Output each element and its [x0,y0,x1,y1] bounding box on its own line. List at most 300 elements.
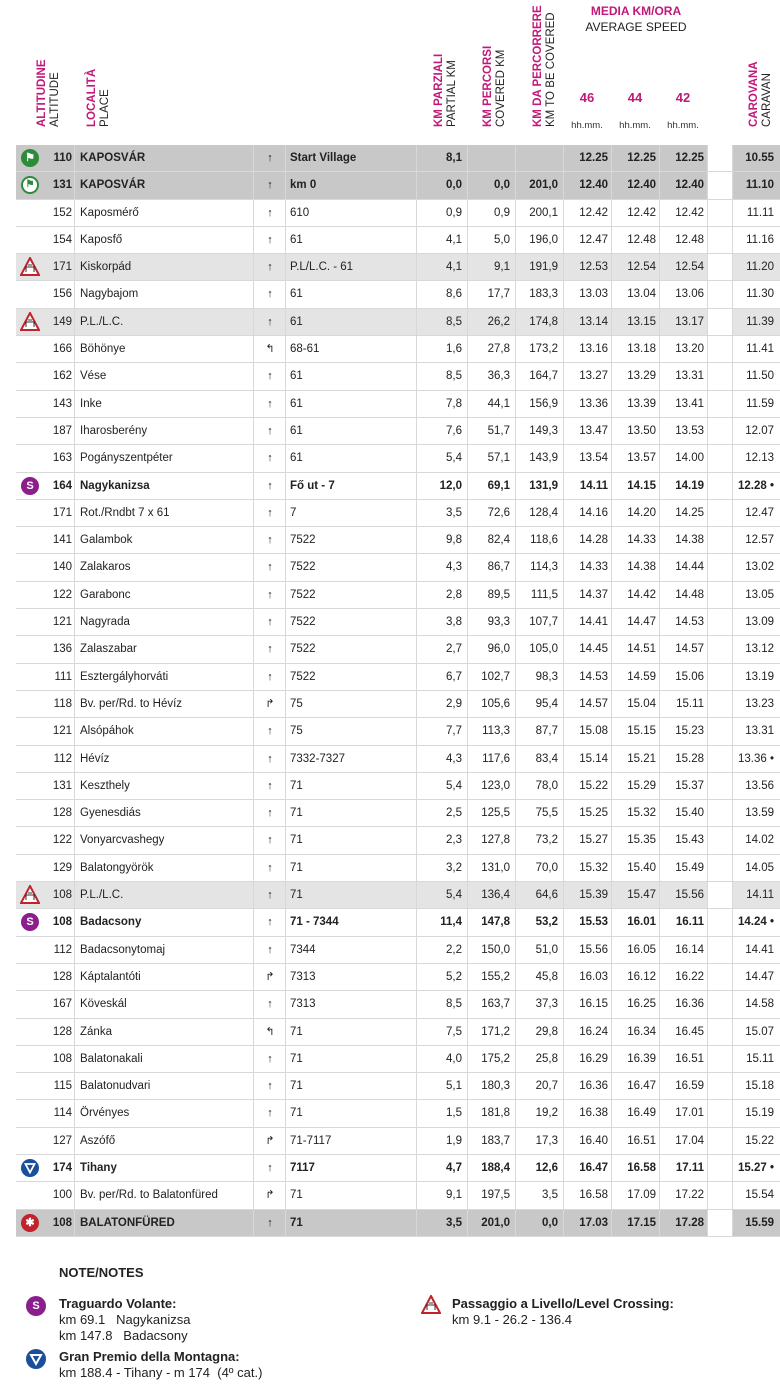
cell-dir: ↑ [267,643,273,656]
cell-t44: 16.01 [627,916,656,929]
column-divider [707,363,708,389]
column-divider [707,882,708,908]
cell-covered: 197,5 [481,1189,510,1202]
column-divider [285,281,286,307]
finish-icon: ✱ [20,1213,40,1233]
cell-road: 71-7117 [290,1134,332,1147]
cell-tobe: 0,0 [542,1216,558,1229]
cell-t46: 16.47 [579,1161,608,1174]
column-divider [707,1182,708,1208]
cell-car: 11.41 [746,343,774,356]
cell-covered: 82,4 [487,534,510,547]
column-divider [707,718,708,744]
cell-t46: 12.53 [579,261,608,274]
partial-km-header [431,0,461,127]
cell-t44: 15.29 [627,779,656,792]
column-divider [707,937,708,963]
cell-road: 610 [290,206,310,219]
covered-km-header [480,0,510,127]
cell-road: 71 [290,1216,303,1229]
cell-t44: 13.39 [627,397,656,410]
table-row [16,1046,780,1073]
cell-dir: ↑ [267,506,273,519]
cell-place: Zalaszabar [80,643,137,656]
cell-dir: ↑ [267,315,273,328]
cell-dir: ↑ [267,861,273,874]
cell-car: 15.59 [745,1216,774,1229]
cell-t42: 15.37 [675,779,704,792]
column-divider [285,500,286,526]
cell-t44: 16.49 [627,1107,656,1120]
cell-t44: 14.33 [627,534,656,547]
cell-dir: ↑ [267,479,273,492]
table-row [16,1182,780,1209]
column-divider [285,527,286,553]
column-divider [285,1182,286,1208]
cell-dir: ↱ [265,697,275,710]
cell-partial: 5,2 [446,970,462,983]
cell-partial: 9,8 [446,534,462,547]
cell-t42: 14.19 [675,479,704,492]
column-divider [285,200,286,226]
column-divider [74,718,75,744]
cell-road: 7522 [290,643,316,656]
cell-t44: 16.39 [627,1052,656,1065]
cell-dir: ↑ [267,670,273,683]
cell-partial: 2,3 [446,834,462,847]
cell-t44: 14.20 [627,506,656,519]
cell-dir: ↑ [267,725,273,738]
cell-road: 7522 [290,670,316,683]
cell-car: 11.50 [746,370,774,383]
cell-covered: 125,5 [481,807,510,820]
cell-t44: 17.15 [627,1216,656,1229]
cell-tobe: 174,8 [529,315,558,328]
cell-place: Nagybajom [80,288,139,301]
column-divider [74,336,75,362]
cell-car: 12.28 • [738,479,774,492]
cell-road: 71 [290,807,303,820]
cell-t42: 13.53 [675,424,704,437]
cell-t44: 16.34 [627,1025,656,1038]
speed-44-unit: hh.mm. [619,120,651,131]
cell-partial: 3,2 [446,861,462,874]
cell-covered: 9,1 [494,261,510,274]
cell-dir: ↑ [267,752,273,765]
table-row [16,445,780,472]
cell-road: 7 [290,506,297,519]
cell-t42: 12.40 [675,179,704,192]
cell-t46: 14.16 [579,506,608,519]
cell-place: Nagyrada [80,616,130,629]
cell-tobe: 105,0 [529,643,558,656]
start-flag-icon: ⚑ [20,148,40,168]
table-row [16,200,780,227]
cell-t44: 15.15 [627,725,656,738]
column-divider [707,991,708,1017]
cell-road: 61 [290,315,303,328]
column-divider [707,609,708,635]
cell-t46: 16.03 [579,970,608,983]
cell-partial: 3,5 [446,506,462,519]
column-divider [707,1046,708,1072]
table-row [16,1073,780,1100]
covered-km-header-it: KM PERCORSI [482,45,494,127]
cell-dir: ↑ [267,1080,273,1093]
cell-car: 15.07 [745,1025,774,1038]
cell-road: Fő ut - 7 [290,479,335,492]
cell-t44: 13.57 [627,452,656,465]
cell-partial: 2,5 [446,807,462,820]
cell-tobe: 143,9 [529,452,558,465]
table-row [16,800,780,827]
cell-dir: ↑ [267,916,273,929]
cell-covered: 26,2 [487,315,510,328]
cell-tobe: 20,7 [535,1080,558,1093]
column-divider [285,1046,286,1072]
cell-car: 11.59 [746,397,774,410]
cell-tobe: 196,0 [529,233,558,246]
cell-t46: 13.47 [579,424,608,437]
column-divider [707,336,708,362]
table-row [16,991,780,1018]
table-row [16,527,780,554]
cell-alt: 163 [52,452,72,465]
cell-tobe: 83,4 [535,752,558,765]
cell-car: 13.09 [745,616,774,629]
cell-t44: 16.58 [627,1161,656,1174]
cell-t46: 15.25 [579,807,608,820]
cell-partial: 5,4 [446,452,462,465]
column-divider [285,391,286,417]
cell-dir: ↑ [267,288,273,301]
cell-car: 14.05 [745,861,774,874]
cell-t44: 14.59 [627,670,656,683]
cell-car: 14.02 [745,834,774,847]
cell-road: 71 [290,1107,303,1120]
cell-t44: 14.42 [627,588,656,601]
cell-partial: 5,4 [446,779,462,792]
cell-alt: 121 [52,725,72,738]
cell-dir: ↰ [265,343,275,356]
cell-t46: 13.14 [579,315,608,328]
cell-covered: 36,3 [487,370,510,383]
cell-car: 11.30 [746,288,774,301]
cell-place: Nagykanizsa [80,479,150,492]
speed-46-label: 46 [579,90,595,105]
table-row [16,309,780,336]
cell-t44: 14.38 [627,561,656,574]
cell-covered: 72,6 [487,506,510,519]
cell-tobe: 183,3 [529,288,558,301]
table-row [16,746,780,773]
cell-road: 7522 [290,534,316,547]
cell-partial: 1,5 [446,1107,462,1120]
column-divider [74,1019,75,1045]
cell-partial: 2,9 [446,697,462,710]
cell-partial: 11,4 [440,916,462,929]
column-divider [707,309,708,335]
cell-covered: 0,0 [494,179,510,192]
cell-covered: 175,2 [481,1052,510,1065]
cell-t42: 12.48 [675,233,704,246]
column-divider [285,909,286,935]
note-kom-heading: Gran Premio della Montagna: [59,1349,240,1364]
cell-road: 7522 [290,588,316,601]
cell-alt: 127 [52,1134,72,1147]
cell-alt: 141 [52,534,72,547]
altitude-header [34,0,64,127]
column-divider [74,445,75,471]
note-crossing-heading: Passaggio a Livello/Level Crossing: [452,1296,674,1311]
column-divider [74,145,75,171]
column-divider [707,473,708,499]
cell-car: 14.47 [745,970,774,983]
cell-alt: 166 [52,343,72,356]
level-crossing-icon [421,1295,441,1315]
cell-partial: 9,1 [446,1189,462,1202]
cell-covered: 201,0 [481,1216,510,1229]
cell-place: P.L./L.C. [80,315,124,328]
table-row [16,500,780,527]
cell-t44: 16.47 [627,1080,656,1093]
cell-covered: 147,8 [481,916,510,929]
cell-road: 71 [290,834,303,847]
cell-dir: ↑ [267,534,273,547]
cell-t44: 15.04 [627,697,656,710]
cell-alt: 149 [52,315,72,328]
column-divider [74,746,75,772]
cell-t42: 16.36 [675,998,704,1011]
cell-alt: 112 [53,752,72,765]
column-divider [285,937,286,963]
column-divider [74,827,75,853]
cell-alt: 108 [52,1216,72,1229]
cell-place: Badacsony [80,916,142,929]
cell-tobe: 53,2 [535,916,558,929]
cell-alt: 111 [54,670,72,683]
cell-covered: 171,2 [481,1025,510,1038]
cell-t42: 17.01 [675,1107,704,1120]
cell-dir: ↑ [267,1052,273,1065]
cell-t46: 15.39 [579,889,608,902]
table-row [16,145,780,172]
average-speed-title-en: AVERAGE SPEED [585,20,687,34]
column-divider [707,746,708,772]
cell-alt: 100 [52,1189,72,1202]
column-divider [285,582,286,608]
cell-t42: 14.48 [675,588,704,601]
cell-place: Pogányszentpéter [80,452,173,465]
cell-car: 13.12 [745,643,774,656]
cell-t44: 12.54 [627,261,656,274]
cell-t46: 16.38 [579,1107,608,1120]
sprint-icon: S [20,476,40,496]
cell-tobe: 3,5 [542,1189,558,1202]
cell-t46: 13.54 [579,452,608,465]
cell-tobe: 201,0 [529,179,558,192]
cell-covered: 181,8 [481,1107,510,1120]
cell-tobe: 70,0 [535,861,558,874]
cell-t46: 13.03 [579,288,608,301]
cell-alt: 164 [52,479,72,492]
column-divider [707,1073,708,1099]
cell-t46: 16.40 [579,1134,608,1147]
cell-tobe: 173,2 [529,343,558,356]
cell-place: Köveskál [80,998,127,1011]
cell-dir: ↑ [267,152,273,164]
cell-partial: 4,1 [446,261,462,274]
table-row [16,391,780,418]
cell-alt: 171 [52,506,72,519]
cell-t46: 16.29 [579,1052,608,1065]
table-header [0,0,780,145]
cell-t46: 14.33 [579,561,608,574]
note-crossing-line: km 9.1 - 26.2 - 136.4 [452,1312,572,1327]
cell-tobe: 78,0 [535,779,558,792]
cell-place: Balatongyörök [80,861,154,874]
cell-place: KAPOSVÁR [80,179,146,192]
column-divider [707,964,708,990]
cell-place: Böhönye [80,343,126,356]
cell-alt: 187 [52,424,72,437]
kom-icon [20,1158,40,1178]
cell-place: Tihany [80,1161,117,1174]
cell-tobe: 191,9 [529,261,558,274]
table-row [16,1210,780,1237]
table-row [16,664,780,691]
cell-partial: 2,7 [446,643,462,656]
column-divider [285,746,286,772]
cell-t44: 16.51 [627,1134,656,1147]
cell-t42: 16.14 [675,943,704,956]
cell-t46: 15.56 [579,943,608,956]
speed-44-label: 44 [627,90,643,105]
note-sprint [59,1296,191,1344]
column-divider [285,445,286,471]
covered-km-header-en: COVERED KM [495,49,507,127]
cell-alt: 108 [52,1052,72,1065]
cell-car: 11.10 [745,179,774,192]
column-divider [707,827,708,853]
cell-covered: 163,7 [481,998,510,1011]
cell-t46: 13.36 [579,397,608,410]
cell-partial: 4,7 [446,1161,462,1174]
cell-t42: 16.22 [675,970,704,983]
cell-t42: 14.00 [675,452,704,465]
cell-car: 14.11 [746,889,774,902]
cell-t44: 16.05 [627,943,656,956]
column-divider [707,527,708,553]
cell-dir: ↑ [267,233,273,246]
cell-t44: 13.50 [627,424,656,437]
table-row [16,964,780,991]
cell-covered: 136,4 [481,889,510,902]
cell-partial: 8,1 [446,152,462,164]
cell-alt: 121 [52,616,72,629]
cell-place: Bv. per/Rd. to Hévíz [80,697,183,710]
cell-t42: 16.45 [675,1025,704,1038]
column-divider [74,1182,75,1208]
cell-covered: 131,0 [481,861,510,874]
cell-car: 11.16 [746,233,774,246]
cell-t44: 12.48 [627,233,656,246]
cell-t42: 15.28 [675,752,704,765]
cell-t44: 14.15 [627,479,656,492]
cell-alt: 128 [52,1025,72,1038]
cell-car: 14.58 [745,998,774,1011]
cell-road: 71 [290,1025,303,1038]
cell-t44: 16.25 [627,998,656,1011]
table-row [16,172,780,199]
column-divider [285,855,286,881]
cell-tobe: 12,6 [535,1161,558,1174]
caravan-header-en: CARAVAN [761,73,773,127]
cell-car: 10.55 [745,152,774,164]
cell-alt: 118 [53,697,72,710]
cell-alt: 112 [53,943,72,956]
cell-t44: 16.12 [627,970,656,983]
table-row [16,1155,780,1182]
cell-road: Start Village [290,152,357,164]
kom-icon [26,1349,46,1369]
cell-tobe: 114,3 [530,561,558,574]
cell-tobe: 200,1 [529,206,558,219]
cell-partial: 7,5 [446,1025,462,1038]
cell-t42: 13.17 [675,315,704,328]
cell-partial: 5,4 [446,889,462,902]
column-divider [74,664,75,690]
cell-covered: 188,4 [481,1161,510,1174]
cell-t44: 15.40 [627,861,656,874]
column-divider [285,964,286,990]
cell-car: 12.07 [745,424,774,437]
cell-t42: 15.56 [675,889,704,902]
cell-partial: 1,6 [446,343,462,356]
cell-place: Badacsonytomaj [80,943,166,956]
cell-road: 71 [290,1052,303,1065]
column-divider [707,1210,708,1236]
cell-covered: 44,1 [487,397,510,410]
cell-alt: 171 [52,261,72,274]
cell-car: 13.56 [745,779,774,792]
cell-alt: 143 [52,397,72,410]
column-divider [74,691,75,717]
cell-alt: 140 [52,561,72,574]
cell-place: Zalakaros [80,561,131,574]
cell-partial: 8,5 [446,370,462,383]
cell-t44: 12.25 [627,152,656,164]
cell-dir: ↑ [267,779,273,792]
table-row [16,609,780,636]
cell-car: 15.18 [745,1080,774,1093]
altitude-header-en: ALTITUDE [49,72,61,127]
column-divider [707,172,708,198]
cell-t42: 12.42 [675,206,704,219]
table-row [16,473,780,500]
cell-dir: ↑ [267,588,273,601]
level-crossing-icon [20,885,40,905]
cell-covered: 183,7 [481,1134,510,1147]
note-kom-line: km 188.4 - Tihany - m 174 (4º cat.) [59,1365,263,1380]
column-divider [285,691,286,717]
cell-t46: 12.25 [579,152,608,164]
table-row [16,937,780,964]
km-to-cover-header-it: KM DA PERCORRERE [532,5,544,127]
cell-covered: 102,7 [481,670,510,683]
column-divider [74,1100,75,1126]
cell-alt: 136 [52,643,72,656]
